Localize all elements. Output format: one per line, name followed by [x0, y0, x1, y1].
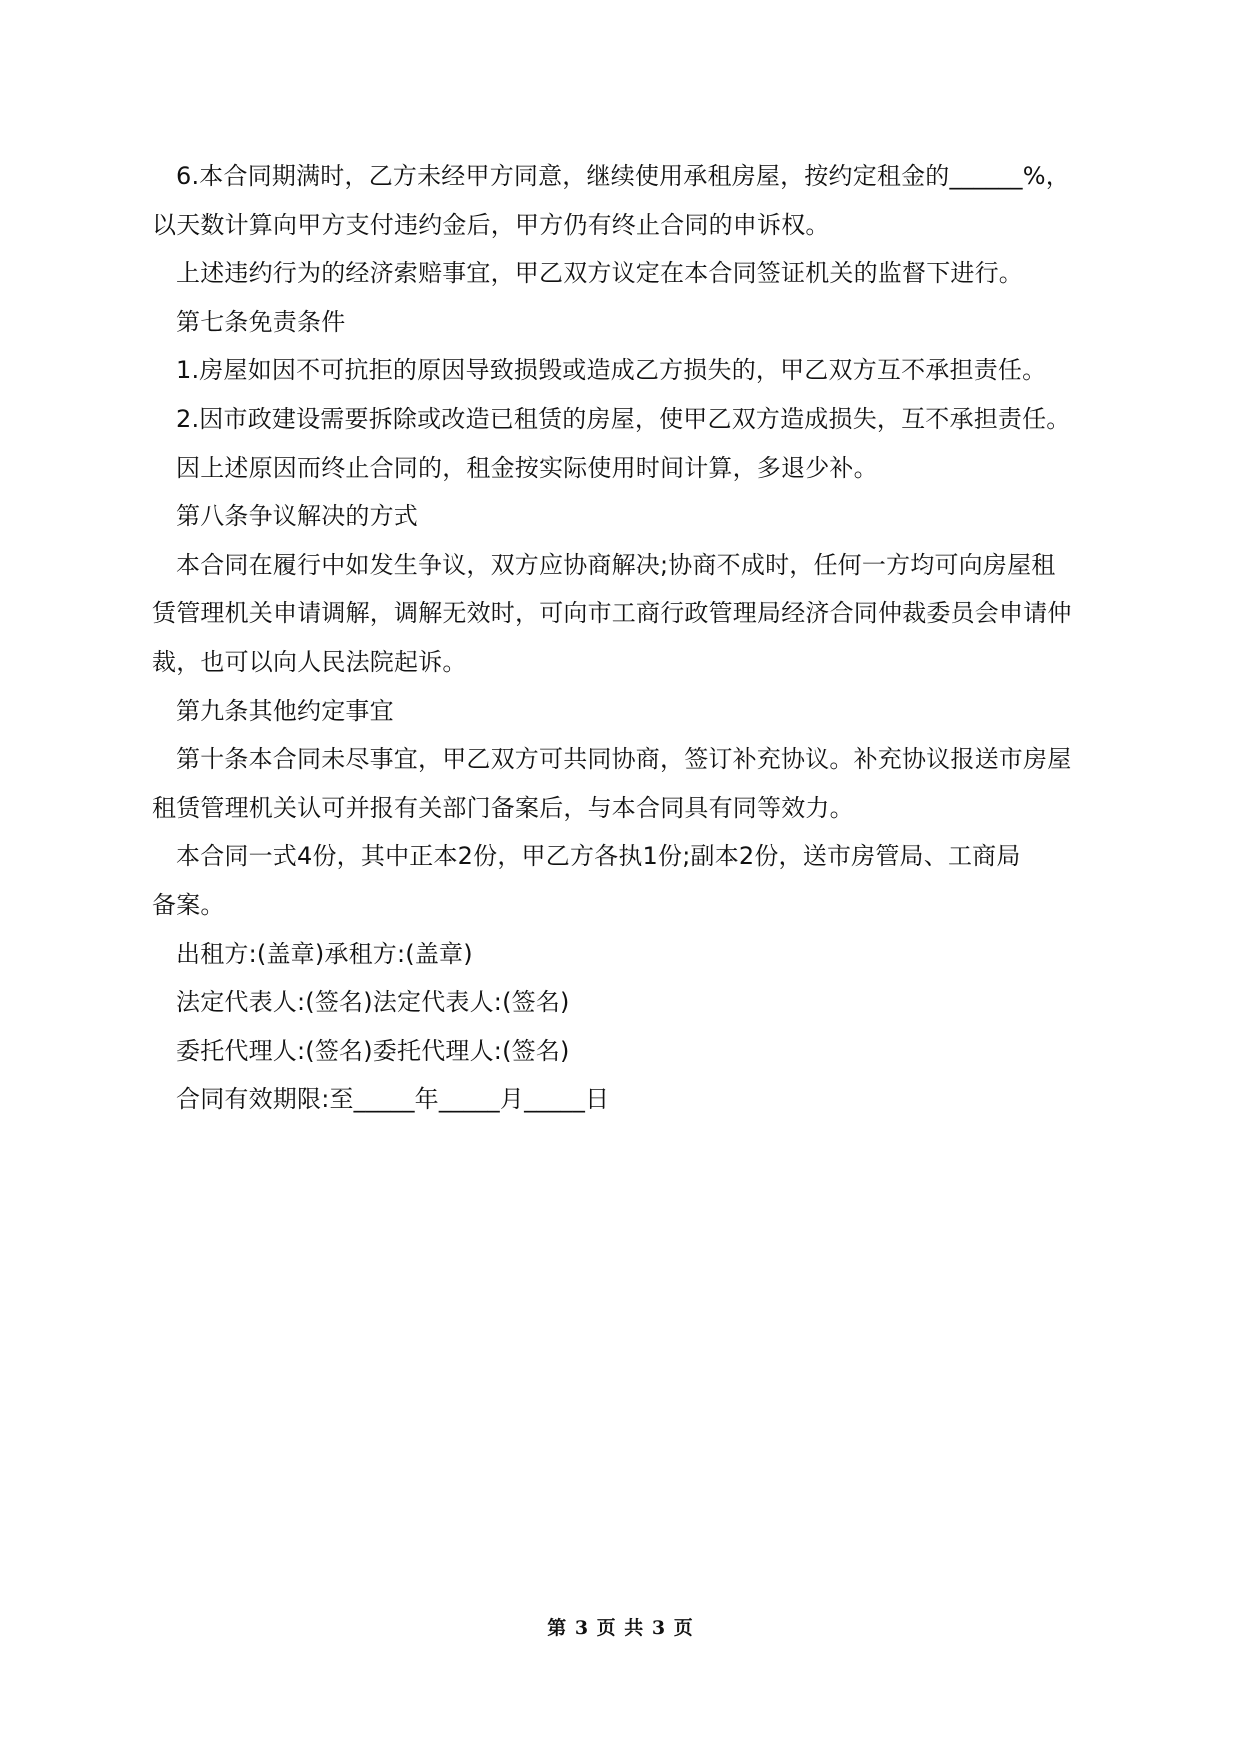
page-number-footer: 第 3 页 共 3 页 [547, 1617, 694, 1639]
article-7-heading: 第七条免责条件 [176, 307, 346, 336]
article-7-item-2: 2.因市政建设需要拆除或改造已租赁的房屋，使甲乙双方造成损失，互不承担责任。 [176, 404, 1071, 433]
authorized-agent-line: 委托代理人:(签名)委托代理人:(签名) [176, 1036, 570, 1065]
article-8-line-2: 赁管理机关申请调解，调解无效时，可向市工商行政管理局经济合同仲裁委员会申请仲 [152, 599, 1072, 628]
clause-6-line-2: 以天数计算向甲方支付违约金后，甲方仍有终止合同的申诉权。 [152, 210, 830, 239]
contract-body [152, 152, 1102, 1124]
article-7-item-1: 1.房屋如因不可抗拒的原因导致损毁或造成乙方损失的，甲乙双方互不承担责任。 [176, 356, 1047, 385]
copies-line-1: 本合同一式4份，其中正本2份，甲乙方各执1份;副本2份，送市房管局、工商局 [176, 842, 1021, 871]
validity-period-line: 合同有效期限:至_____年_____月_____日 [176, 1085, 610, 1114]
legal-representative-line: 法定代表人:(签名)法定代表人:(签名) [176, 988, 570, 1017]
article-8-line-3: 裁，也可以向人民法院起诉。 [152, 647, 467, 676]
article-7-rent-note: 因上述原因而终止合同的，租金按实际使用时间计算，多退少补。 [176, 453, 878, 482]
article-9-heading: 第九条其他约定事宜 [176, 696, 394, 725]
article-8-line-1: 本合同在履行中如发生争议，双方应协商解决;协商不成时，任何一方均可向房屋租 [176, 550, 1056, 579]
copies-line-2: 备案。 [152, 890, 225, 919]
clause-6-line-1: 6.本合同期满时，乙方未经甲方同意，继续使用承租房屋，按约定租金的______%， [176, 162, 1070, 190]
breach-claims-paragraph: 上述违约行为的经济索赔事宜，甲乙双方议定在本合同签证机关的监督下进行。 [176, 259, 1023, 288]
article-10-line-2: 租赁管理机关认可并报有关部门备案后，与本合同具有同等效力。 [152, 793, 854, 822]
article-10-line-1: 第十条本合同未尽事宜，甲乙双方可共同协商，签订补充协议。补充协议报送市房屋 [176, 745, 1072, 774]
seal-line: 出租方:(盖章)承租方:(盖章) [176, 939, 473, 968]
article-8-heading: 第八条争议解决的方式 [176, 502, 418, 531]
